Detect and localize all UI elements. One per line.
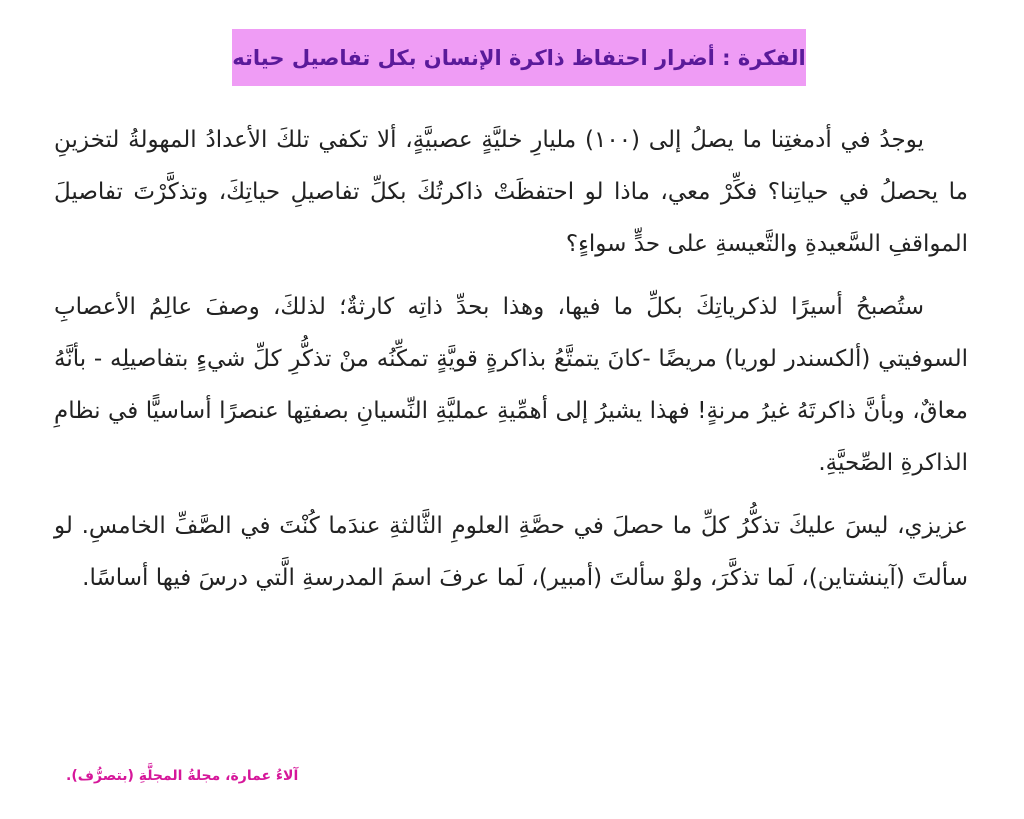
idea-title-box	[232, 29, 806, 86]
paragraph-3: عزيزي، ليسَ عليكَ تذكُّرُ كلِّ ما حصلَ في حصَّةِ العلومِ الثَّالثةِ عندَما كُنْتَ في الصَّفِّ الخامسِ. لو سألتَ (آينشتاين)، لَما تذكَّرَ، ولوْ سألتَ (أمبير)، لَما عرفَ اسمَ المدرسةِ الَّتي درسَ فيها أساسًا.	[54, 513, 968, 591]
source-citation: آلاءُ عمارة، مجلةُ المجلَّةِ (بتصرُّف).	[66, 768, 299, 784]
paragraph-1: يوجدُ في أدمغتِنا ما يصلُ إلى (١٠٠) مليارِ خليَّةٍ عصبيَّةٍ، ألا تكفي تلكَ الأعدادُ المهولةُ لتخزينِ ما يحصلُ في حياتِنا؟ فكِّرْ معي، ماذا لو احتفظَتْ ذاكرتُكَ بكلِّ تفاصيلِ حياتِكَ، وتذكَّرْتَ تفاصيلَ المواقفِ السَّعيدةِ والتَّعيسةِ على حدٍّ سواءٍ؟	[54, 127, 968, 257]
paragraph-2: ستُصبحُ أسيرًا لذكرياتِكَ بكلِّ ما فيها، وهذا بحدِّ ذاتِه كارثةٌ؛ لذلكَ، وصفَ عالِمُ الأعصابِ السوفيتي (ألكسندر لوريا) مريضًا -كانَ يتمتَّعُ بذاكرةٍ قويَّةٍ تمكِّنُه منْ تذكُّرِ كلِّ شيءٍ بتفاصيلِه - بأنَّهُ معاقٌ، وبأنَّ ذاكرتَهُ غيرُ مرنةٍ! فهذا يشيرُ إلى أهمِّيةِ عمليَّةِ النِّسيانِ بصفتِها عنصرًا أساسيًّا في نظامِ الذاكرةِ الصِّحيَّةِ.	[54, 294, 968, 476]
passage-body	[54, 114, 968, 615]
idea-title: الفكرة : أضرار احتفاظ ذاكرة الإنسان بكل تفاصيل حياته	[232, 45, 806, 70]
